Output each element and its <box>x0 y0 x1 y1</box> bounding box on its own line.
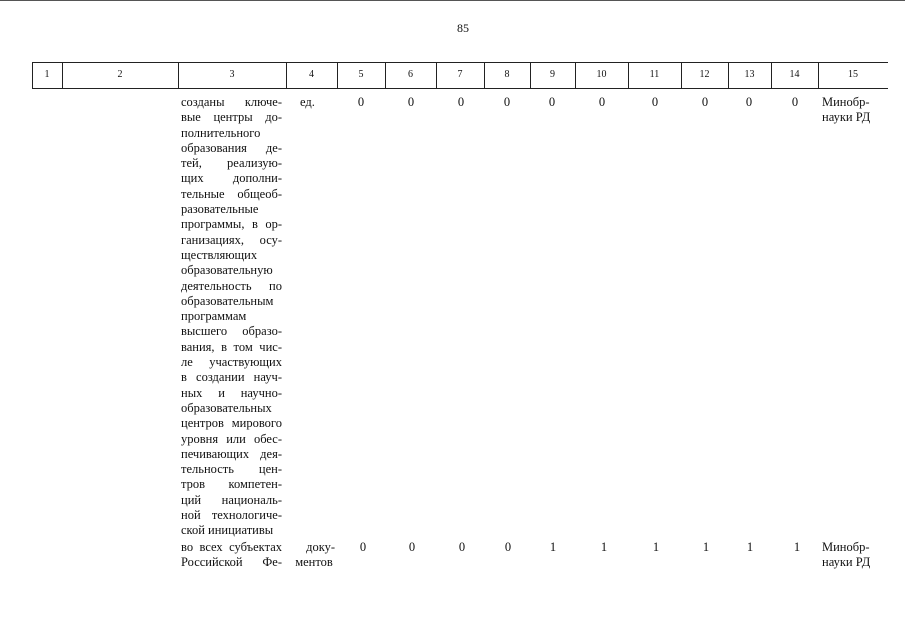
column-header-6: 6 <box>408 69 413 80</box>
text-line: ганизациях, осу- <box>181 232 282 247</box>
value-cell: 0 <box>357 95 365 109</box>
text-line: образовательную <box>181 263 273 278</box>
unit-cell <box>300 95 315 110</box>
text-line: ществляющих <box>181 247 258 262</box>
value-cell: 0 <box>598 95 606 109</box>
text-line: образовательным <box>181 293 274 308</box>
text-line: ной технологиче- <box>181 508 282 523</box>
value-cell: 0 <box>407 95 415 109</box>
text-line: ед. <box>300 95 315 109</box>
text-line: печивающих дея- <box>181 446 282 461</box>
value-cell: 1 <box>652 540 660 554</box>
value-cell: 1 <box>746 540 754 554</box>
responsible-cell <box>822 540 870 571</box>
text-line: тров компетен- <box>181 477 282 492</box>
text-line: центров мирового <box>181 416 282 431</box>
column-header-15: 15 <box>848 69 858 80</box>
text-line: Минобр- <box>822 540 870 554</box>
text-line: программам <box>181 309 247 324</box>
text-line: разовательные <box>181 202 259 217</box>
text-line: высшего образо- <box>181 324 282 339</box>
text-line: в создании науч- <box>181 370 282 385</box>
text-line: науки РД <box>822 555 871 570</box>
text-line: программы, в ор- <box>181 217 282 232</box>
text-line: образования де- <box>181 140 282 155</box>
column-header-8: 8 <box>504 69 510 80</box>
text-line: Минобр- <box>822 95 870 109</box>
column-header-10: 10 <box>596 69 607 80</box>
value-cell: 0 <box>504 540 512 554</box>
text-line: щих дополни- <box>181 171 282 186</box>
column-header-9: 9 <box>550 69 555 80</box>
text-line: во всех субъектах <box>181 540 282 554</box>
column-header-14: 14 <box>789 69 800 80</box>
text-line: ментов <box>295 555 333 570</box>
column-header-12: 12 <box>699 69 710 80</box>
text-line: ных и научно- <box>181 385 282 400</box>
text-line: созданы ключе- <box>181 95 282 109</box>
text-line: образовательных <box>181 400 272 415</box>
text-line: ской инициативы <box>181 523 274 538</box>
column-header-11: 11 <box>649 69 660 80</box>
value-cell: 0 <box>503 95 511 109</box>
column-header-3: 3 <box>229 69 235 80</box>
value-cell: 0 <box>457 95 465 109</box>
scan-top-edge <box>0 0 905 1</box>
value-cell: 0 <box>408 540 416 554</box>
column-header-1: 1 <box>44 69 50 80</box>
indicator-cell <box>181 540 282 571</box>
column-header-2: 2 <box>117 69 123 80</box>
unit-cell <box>293 540 335 571</box>
value-cell: 0 <box>458 540 466 554</box>
text-line: вые центры до- <box>181 110 282 125</box>
text-line: Российской Фе- <box>181 555 282 570</box>
value-cell: 1 <box>793 540 801 554</box>
value-cell: 0 <box>701 95 709 109</box>
page-number: 85 <box>457 21 469 35</box>
column-header-4: 4 <box>309 69 314 80</box>
column-header-13: 13 <box>744 69 755 80</box>
value-cell: 1 <box>600 540 608 554</box>
value-cell: 0 <box>745 95 753 109</box>
text-line: полнительного <box>181 125 261 140</box>
text-line: науки РД <box>822 110 871 125</box>
text-line: тей, реализую- <box>181 156 282 171</box>
text-line: деятельность по <box>181 278 282 293</box>
value-cell: 0 <box>651 95 659 109</box>
indicator-cell <box>181 95 282 539</box>
column-header-5: 5 <box>358 69 364 80</box>
value-cell: 1 <box>702 540 710 554</box>
text-line: тельные общеоб- <box>181 186 282 201</box>
text-line: ций националь- <box>181 492 282 507</box>
text-line: вания, в том чис- <box>181 339 282 354</box>
header-bottom-border <box>32 88 888 89</box>
value-cell: 0 <box>359 540 367 554</box>
text-line: ле участвующих <box>181 355 282 370</box>
responsible-cell <box>822 95 870 126</box>
value-cell: 1 <box>549 540 557 554</box>
text-line: уровня или обес- <box>181 431 282 446</box>
text-line: тельность цен- <box>181 462 282 477</box>
value-cell: 0 <box>791 95 799 109</box>
text-line: доку- <box>306 540 335 554</box>
column-header-7: 7 <box>457 69 463 80</box>
value-cell: 0 <box>548 95 556 109</box>
